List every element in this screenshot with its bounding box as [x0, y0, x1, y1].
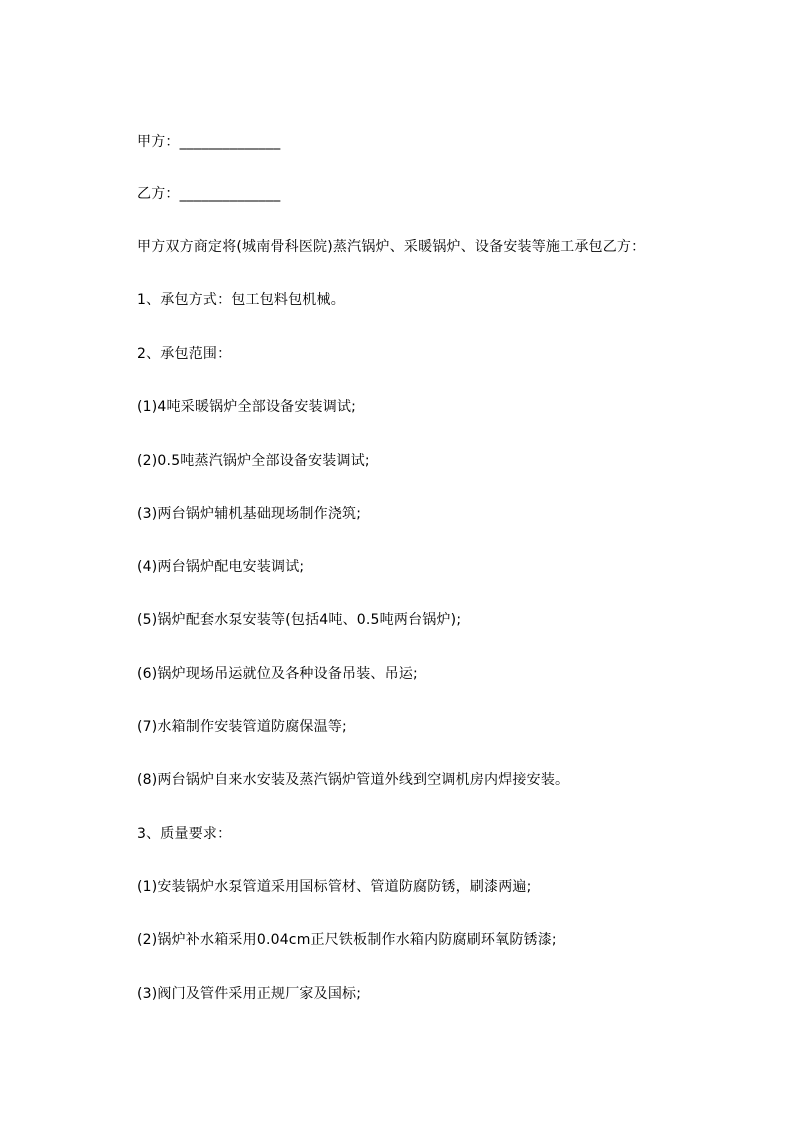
scope-item: (4)两台锅炉配电安装调试;	[137, 559, 305, 575]
party-a-blank: ______________	[179, 134, 281, 150]
party-b-line	[137, 184, 280, 204]
scope-item: (1)4吨采暖锅炉全部设备安装调试;	[137, 399, 357, 415]
quality-item: (3)阀门及管件采用正规厂家及国标;	[137, 986, 362, 1002]
quality-item: (2)锅炉补水箱采用0.04cm正尺铁板制作水箱内防腐刷环氧防锈漆;	[137, 932, 557, 948]
scope-item: (2)0.5吨蒸汽锅炉全部设备安装调试;	[137, 453, 370, 469]
scope-item: (7)水箱制作安装管道防腐保温等;	[137, 719, 347, 735]
scope-item: (6)锅炉现场吊运就位及各种设备吊装、吊运;	[137, 666, 418, 682]
section-scope-heading: 2、承包范围：	[137, 346, 232, 362]
party-a-label: 甲方：	[137, 134, 180, 150]
party-a-line	[137, 132, 280, 152]
scope-item: (3)两台锅炉辅机基础现场制作浇筑;	[137, 506, 362, 522]
scope-item: (8)两台锅炉自来水安装及蒸汽锅炉管道外线到空调机房内焊接安装。	[137, 772, 570, 788]
section-quality-heading: 3、质量要求：	[137, 826, 232, 842]
scope-item: (5)锅炉配套水泵安装等(包括4吨、0.5吨两台锅炉);	[137, 612, 462, 628]
party-b-label: 乙方：	[137, 186, 180, 202]
section-contract-method: 1、承包方式：包工包料包机械。	[137, 292, 345, 308]
party-b-blank: ______________	[179, 186, 281, 202]
quality-item: (1)安装锅炉水泵管道采用国标管材、管道防腐防锈，刷漆两遍;	[137, 879, 532, 895]
intro-paragraph: 甲方双方商定将(城南骨科医院)蒸汽锅炉、采暖锅炉、设备安装等施工承包乙方：	[137, 239, 646, 255]
